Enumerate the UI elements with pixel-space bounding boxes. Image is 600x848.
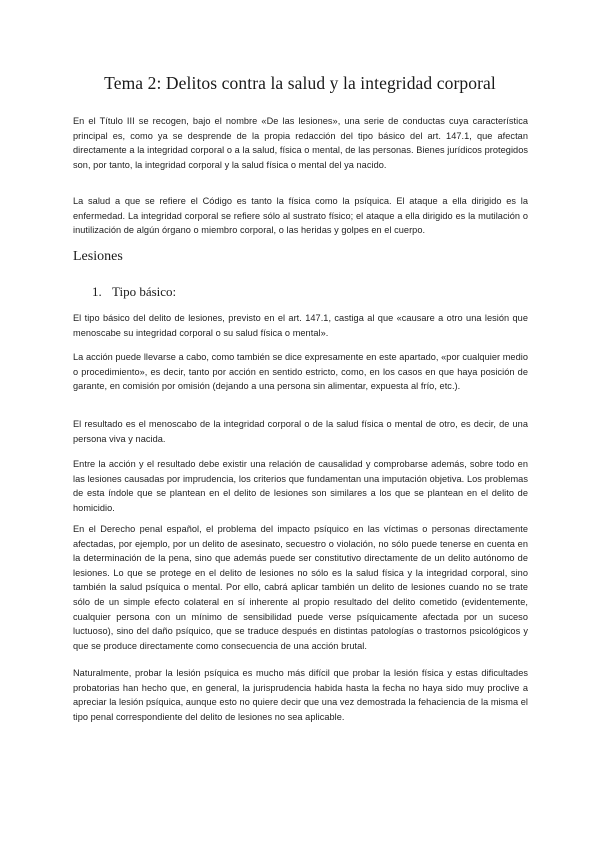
- intro-paragraph-2: La salud a que se refiere el Código es tanto la física como la psíquica. El ataque a ella dirigido es la enfermedad. La integridad corporal se refiere sólo al sustrato físico; el ataque a ella dirigido es la mutilación o inutilización de algún órgano o miembro corporal, o las heridas y golpes en el cuerpo.: [73, 196, 528, 236]
- subsection-heading: [92, 284, 176, 300]
- subsection-title: Tipo básico:: [112, 284, 177, 299]
- body-paragraph-1: El tipo básico del delito de lesiones, previsto en el art. 147.1, castiga al que «causare a otro una lesión que menoscabe su integridad corporal o su salud física o mental».: [73, 313, 528, 338]
- subsection-number: 1.: [92, 284, 102, 299]
- body-paragraph-6: Naturalmente, probar la lesión psíquica es mucho más difícil que probar la lesión física y estas dificultades probatorias han hecho que, en general, la jurisprudencia habida hasta la fecha no haya sido muy proclive a apreciar la lesión psíquica, aunque esto no quiere decir que una vez demostrada la fehaciencia de la misma el tipo penal correspondiente del delito de lesiones no sea aplicable.: [73, 668, 528, 722]
- body-paragraph-5: En el Derecho penal español, el problema del impacto psíquico en las víctimas o personas directamente afectadas, por ejemplo, por un delito de asesinato, secuestro o violación, no sólo puede tenerse en cuenta en la determinación de la pena, sino que además puede ser constitutivo directamente de un delito autónomo de lesiones. Lo que se protege en el delito de lesiones no sólo es la salud física y la integridad corporal, sino también la salud psíquica o mental. Por ello, cabrá aplicar también un delito de lesiones cuando no se trate sólo de un simple efecto colateral en sí inherente al propio resultado del delito cometido (evidentemente, cualquier persona con un mínimo de sensibilidad puede verse psíquicamente afectada por un suceso luctuoso), sino del daño psíquico, que se traduce después en distintas patologías o trastornos psicológicos y que se produce directamente como consecuencia de una acción brutal.: [73, 524, 528, 651]
- body-paragraph-2: La acción puede llevarse a cabo, como también se dice expresamente en este apartado, «por cualquier medio o procedimiento», es decir, tanto por acción en sentido estricto, como, en los casos en que haya posición de garante, en comisión por omisión (dejando a una persona sin alimentar, expuesta al frío, etc.).: [73, 352, 528, 392]
- body-paragraph-4: Entre la acción y el resultado debe existir una relación de causalidad y comprobarse además, sobre todo en las lesiones causadas por imprudencia, los criterios que fundamentan una imputación objetiva. Los problemas de esta índole que se plantean en el delito de lesiones son similares a los que se plantean en el delito de homicidio.: [73, 459, 528, 513]
- intro-paragraph-1: En el Título III se recogen, bajo el nombre «De las lesiones», una serie de conductas cuya característica principal es, como ya se desprende de la propia redacción del tipo básico del art. 147.1, que afectan directamente a la integridad corporal o a la salud, física o mental, de las personas. Bienes jurídicos protegidos son, por tanto, la integridad corporal y la salud física o mental del ya nacido.: [73, 116, 528, 170]
- section-heading: Lesiones: [73, 249, 123, 264]
- body-paragraph-3: El resultado es el menoscabo de la integridad corporal o de la salud física o mental de otro, es decir, de una persona viva y nacida.: [73, 419, 528, 444]
- document-title: Tema 2: Delitos contra la salud y la integridad corporal: [104, 73, 496, 93]
